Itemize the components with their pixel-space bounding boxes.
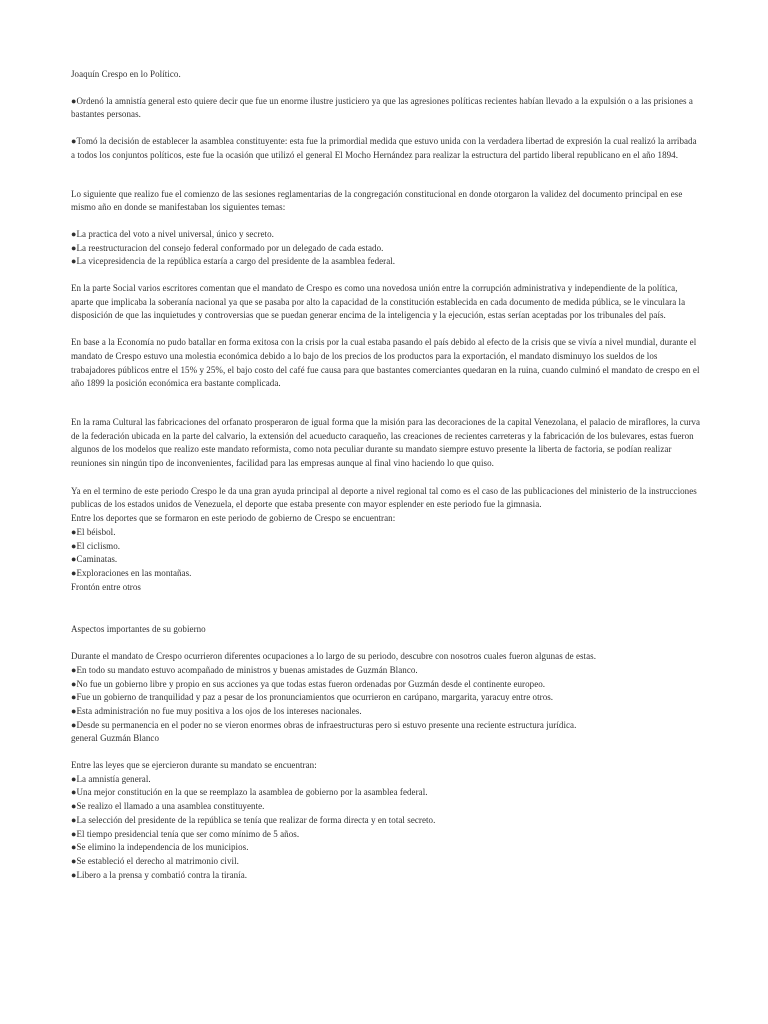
document-body	[71, 68, 701, 882]
sport-list-item: ●Caminatas.	[71, 554, 118, 565]
sport-intro-paragraph: Ya en el termino de este periodo Crespo le da una gran ayuda principal al deporte a nivel regional tal como es el caso de las publicaciones del ministerio de la instrucciones publicas de los estados unidos de Venezuela, el deporte que estaba presente con mayor esplender en este periodo fue la gimnasia.	[71, 485, 697, 510]
sport-list-item: ●El béisbol.	[71, 526, 116, 537]
sport-list-item: ●El ciclismo.	[71, 540, 121, 551]
laws-list-item: ●La selección del presidente de la república se tenía que realizar de forma directa y en total secreto.	[71, 814, 436, 825]
sessions-list-item: ●La vicepresidencia de la república estaría a cargo del presidente de la asamblea federal.	[71, 256, 396, 267]
laws-intro-line: Entre las leyes que se ejercieron durante su mandato se encuentran:	[71, 760, 317, 771]
economy-paragraph: En base a la Economía no pudo batallar en forma exitosa con la crisis por la cual estaba pasando el país debido al efecto de la crisis que se vivía a nivel mundial, durante el mandato de Crespo estuvo una molestia económica debido a lo bajo de los precios de los productos para la exportación, el mandato disminuyo los sueldos de los trabajadores públicos entre el 15% y 25%, el bajo costo del café fue causa para que bastantes comerciantes quedaran en la ruina, cuando culminó el mandato de crespo en el año 1899 la posición económica era bastante complicada.	[71, 337, 700, 389]
aspects-heading: Aspectos importantes de su gobierno	[71, 624, 206, 635]
laws-list-item: ●Libero a la prensa y combatió contra la tiranía.	[71, 869, 248, 880]
laws-list-item: ●La amnistía general.	[71, 773, 151, 784]
culture-paragraph: En la rama Cultural las fabricaciones del orfanato prosperaron de igual forma que la misión para las decoraciones de la capital Venezolana, el palacio de miraflores, la curva de la federación ubicada en la parte del calvario, la extensión del acueducto caraqueño, las creaciones de recientes carreteras y la fabricación de los bulevares, estas fueron algunos de los modelos que realizo este mandato reformista, como nota peculiar durante su mandato siempre estuvo presente la liberta de factoria, se podían realizar reuniones sin ningún tipo de inconvenientes, facilidad para las empresas aunque al final vino haciendo lo que quiso.	[71, 416, 701, 469]
sport-list-item: ●Exploraciones en las montañas.	[71, 567, 192, 578]
aspects-list-item: ●Desde su permanencia en el poder no se vieron enormes obras de infraestructuras pero si estuvo presente una reciente estructura jurídica.	[71, 719, 577, 730]
sport-list-item: Frontón entre otros	[71, 581, 141, 592]
aspects-list-item: ●Fue un gobierno de tranquilidad y paz a pesar de los pronunciamientos que ocurrieron en carúpano, margarita, yaracuy entre otros.	[71, 692, 554, 703]
aspects-list-item: general Guzmán Blanco	[71, 733, 160, 744]
laws-list-item: ●Se realizo el llamado a una asamblea constituyente.	[71, 801, 265, 812]
aspects-intro-line: Durante el mandato de Crespo ocurrieron diferentes ocupaciones a lo largo de su periodo, descubre con nosotros cuales fueron algunas de estas.	[71, 651, 597, 662]
sessions-list-item: ●La practica del voto a nivel universal, único y secreto.	[71, 228, 274, 239]
laws-list-item: ●El tiempo presidencial tenía que ser como mínimo de 5 años.	[71, 828, 300, 839]
laws-list-item: ●Una mejor constitución en la que se reemplazo la asamblea de gobierno por la asamblea federal.	[71, 787, 428, 798]
aspects-list-item: ●Esta administración no fue muy positiva a los ojos de los intereses nacionales.	[71, 705, 362, 716]
document-title: Joaquín Crespo en lo Político.	[71, 69, 181, 79]
laws-list-item: ●Se estableció el derecho al matrimonio civil.	[71, 855, 239, 866]
sessions-list-item: ●La reestructuracion del consejo federal conformado por un delegado de cada estado.	[71, 242, 384, 253]
sessions-intro-paragraph: Lo siguiente que realizo fue el comienzo de las sesiones reglamentarias de la congregación constitucional en donde otorgaron la validez del documento principal en ese mismo año en donde se manifestaban los siguientes temas:	[71, 188, 683, 213]
aspects-list-item: ●No fue un gobierno libre y propio en sus acciones ya que todas estas fueron ordenadas por Guzmán desde el continente europeo.	[71, 678, 546, 689]
sport-lead-line: Entre los deportes que se formaron en este periodo de gobierno de Crespo se encuentran:	[71, 513, 396, 524]
social-paragraph: En la parte Social varios escritores comentan que el mandato de Crespo es como una novedosa unión entre la corrupción administrativa y independiente de la política, aparte que implicaba la soberanía nacional ya que se pasaba por alto la capacidad de la constitución establecida en cada documento de medida pública, se le vinculara la disposición de que las inquietudes y controversias que se puedan generar encima de la inteligencia y la ejecución, estas serían aceptadas por los tribunales del país.	[71, 283, 686, 321]
laws-list-item: ●Se elimino la independencia de los municipios.	[71, 842, 249, 853]
political-item-assembly: ●Tomó la decisión de establecer la asamblea constituyente: esta fue la primordial medida que estuvo unida con la verdadera libertad de expresión la cual realizó la arribada a todos los conjuntos políticos, este fue la ocasión que utilizó el general El Mocho Hernández para realizar la estructura del partido liberal republicano en el año 1894.	[71, 136, 697, 160]
aspects-list-item: ●En todo su mandato estuvo acompañado de ministros y buenas amistades de Guzmán Blanco.	[71, 664, 418, 675]
political-item-amnesty: ●Ordenó la amnistía general esto quiere decir que fue un enorme ilustre justiciero ya que las agresiones políticas recientes habían llevado a la expulsión o a las prisiones a bastantes personas.	[71, 95, 693, 120]
